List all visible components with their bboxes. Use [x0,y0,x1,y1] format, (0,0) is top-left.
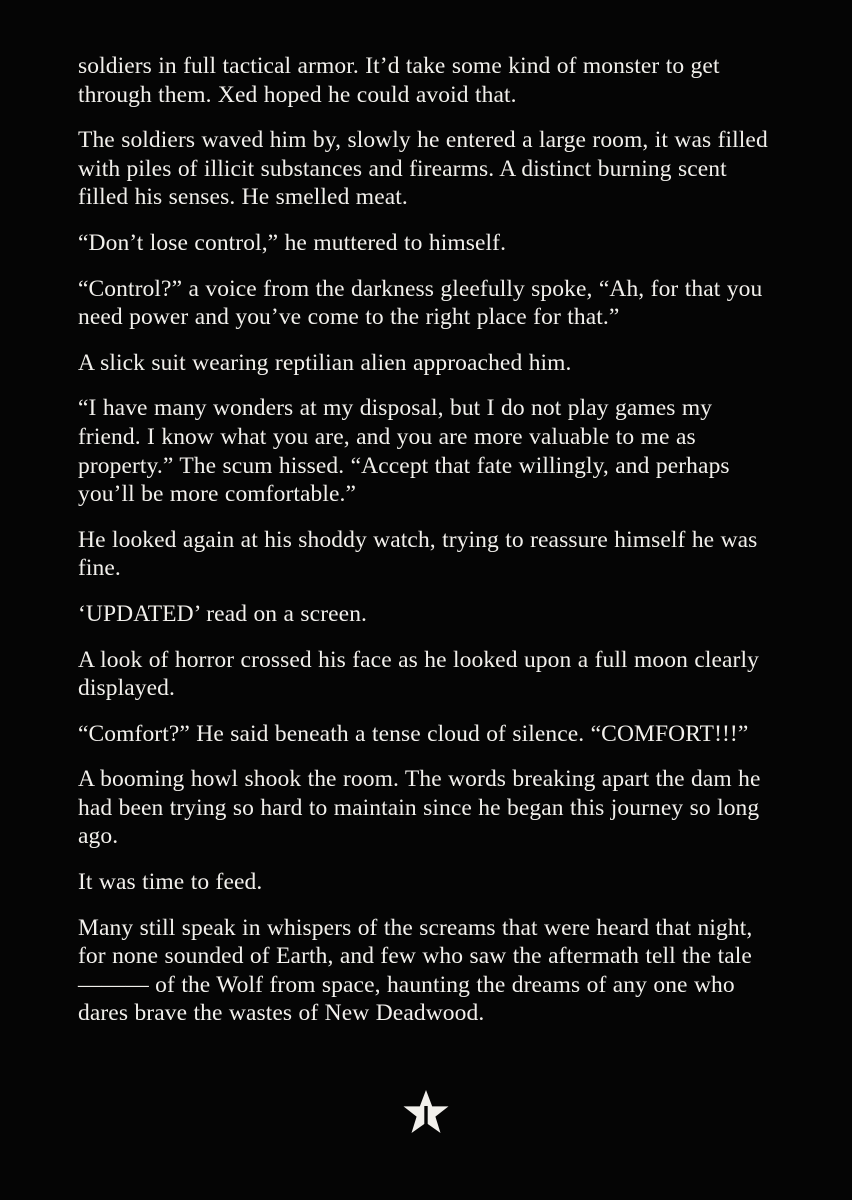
paragraph: ‘UPDATED’ read on a screen. [78,600,368,627]
star-ornament-icon [403,1124,449,1141]
paragraph: A look of horror crossed his face as he looked upon a full moon clearly displayed. [78,646,759,702]
paragraph: A booming howl shook the room. The words breaking apart the dam he had been trying so hard to maintain since he began this journey so long ago. [78,766,761,850]
paragraph: soldiers in full tactical armor. It’d take some kind of monster to get through them. Xed hoped he could avoid that. [78,53,720,108]
paragraph: It was time to feed. [78,869,263,896]
paragraph: A slick suit wearing reptilian alien approached him. [78,349,572,376]
section-ornament [0,1089,852,1142]
paragraph: “I have many wonders at my disposal, but I do not play games my friend. I know what you are, and you are more valuable to me as property.” The scum hissed. “Accept that fate willingly, and perhaps you’ll be more comfortable.” [78,395,730,508]
paragraph: He looked again at his shoddy watch, trying to reassure himself he was fine. [78,526,758,582]
paragraph: Many still speak in whispers of the screams that were heard that night, for none sounded of Earth, and few who saw the aftermath tell the tale ——— of the Wolf from space, haunting the dreams of any one who dares brave the wastes of New Deadwood. [78,914,753,1027]
paragraph: “Comfort?” He said beneath a tense cloud of silence. “COMFORT!!!” [78,720,749,747]
page-body [78,52,774,1028]
paragraph: The soldiers waved him by, slowly he entered a large room, it was filled with piles of illicit substances and firearms. A distinct burning scent filled his senses. He smelled meat. [78,127,768,211]
paragraph: “Don’t lose control,” he muttered to himself. [78,229,507,256]
paragraph: “Control?” a voice from the darkness gleefully spoke, “Ah, for that you need power and you’ve come to the right place for that.” [78,275,763,331]
